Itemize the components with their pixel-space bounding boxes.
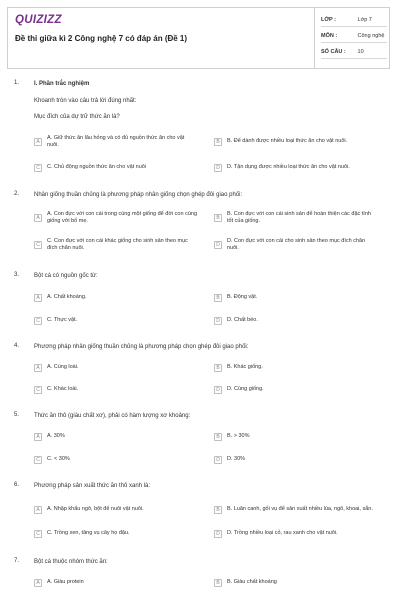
option-c[interactable] (34, 525, 197, 542)
option-letter-box: A (34, 294, 42, 302)
option-text: B. Con đực với con cái sinh sản để hoàn thiện các đặc tính tốt của giống. (227, 210, 371, 224)
option-letter-box: B (214, 138, 222, 146)
option-a[interactable] (34, 133, 197, 150)
option-text: A. Nhập khẩu ngô, bột để nuôi vật nuôi. (47, 506, 144, 512)
option-text: A. 30% (47, 433, 65, 439)
option-a[interactable] (34, 574, 197, 591)
option-letter-box: A (34, 364, 42, 372)
option-letter-box: B (214, 506, 222, 514)
option-letter-box: D (214, 164, 222, 172)
option-letter-box: B (214, 579, 222, 587)
question-text: Thức ăn thô (giàu chất xơ), phải có hàm lượng xơ khoảng: (34, 413, 191, 419)
option-c[interactable] (34, 312, 197, 329)
question-number: 4. (14, 343, 20, 349)
option-letter-box: B (214, 364, 222, 372)
option-letter-box: D (214, 386, 222, 394)
option-text: C. Khác loài. (47, 386, 79, 392)
option-text: A. Giàu protein (47, 579, 84, 585)
option-d[interactable] (214, 159, 377, 176)
option-letter-box: A (34, 433, 42, 441)
option-d[interactable] (214, 381, 377, 398)
option-text: D. 30% (227, 456, 246, 462)
option-a[interactable] (34, 428, 197, 445)
option-text: D. Trồng nhiều loại cỏ, rau xanh cho vật nuôi. (227, 530, 338, 536)
option-c[interactable] (34, 236, 197, 253)
option-b[interactable] (214, 501, 377, 518)
question-number: 5. (14, 412, 20, 418)
option-letter-box: D (214, 530, 222, 538)
option-text: C. Con đực với con cái khác giống cho sinh sản theo mục đích chăn nuôi. (47, 237, 188, 251)
option-c[interactable] (34, 451, 197, 468)
option-text: C. Chủ động nguồn thức ăn cho vật nuôi (47, 164, 147, 170)
option-letter-box: A (34, 138, 42, 146)
question-text: Mục đích của dự trữ thức ăn là? (34, 114, 120, 120)
option-letter-box: A (34, 214, 42, 222)
option-a[interactable] (34, 359, 197, 376)
quizizz-logo: QUIZIZZ (15, 14, 62, 26)
option-d[interactable] (214, 312, 377, 329)
option-letter-box: C (34, 164, 42, 172)
question-number: 1. (14, 80, 20, 86)
option-d[interactable] (214, 451, 377, 468)
option-text: B. Luân canh, gối vụ để sản xuất nhiều lúa, ngô, khoai, sắn. (227, 506, 373, 512)
option-text: B. Giàu chất khoáng (227, 579, 277, 585)
quiz-header (7, 7, 390, 69)
header-divider (314, 8, 315, 68)
question-number: 6. (14, 482, 20, 488)
option-letter-box: B (214, 214, 222, 222)
option-text: B. Để dành được nhiều loại thức ăn cho vật nuôi. (227, 138, 348, 144)
option-text: A. Chất khoáng. (47, 294, 87, 300)
option-text: A. Cùng loài. (47, 364, 79, 370)
option-d[interactable] (214, 236, 377, 253)
question-number: 3. (14, 272, 20, 278)
question-number: 2. (14, 191, 20, 197)
question-text: Phương pháp nhân giống thuần chủng là phương pháp chọn ghép đôi giao phối: (34, 344, 249, 350)
option-b[interactable] (214, 574, 377, 591)
meta-question-count (321, 49, 364, 55)
question-text: Phương pháp sản xuất thức ăn thô xanh là: (34, 483, 151, 489)
option-c[interactable] (34, 381, 197, 398)
option-b[interactable] (214, 209, 377, 226)
option-letter-box: D (214, 241, 222, 249)
option-b[interactable] (214, 133, 377, 150)
option-text: B. Khác giống. (227, 364, 263, 370)
option-letter-box: C (34, 241, 42, 249)
meta-class (321, 17, 372, 23)
option-text: D. Con đực với con cái cho sinh sản theo mục đích chăn nuôi. (227, 237, 366, 251)
option-text: C. Thực vật. (47, 317, 78, 323)
option-text: D. Tận dụng được nhiều loại thức ăn cho vật nuôi. (227, 164, 350, 170)
option-letter-box: C (34, 456, 42, 464)
option-a[interactable] (34, 501, 197, 518)
option-letter-box: A (34, 579, 42, 587)
option-text: D. Chất béo. (227, 317, 258, 323)
instruction-text: Khoanh tròn vào câu trả lời đúng nhất: (34, 98, 137, 104)
option-letter-box: C (34, 530, 42, 538)
option-letter-box: C (34, 386, 42, 394)
option-a[interactable] (34, 289, 197, 306)
option-d[interactable] (214, 525, 377, 542)
meta-subject-value: Công nghệ (357, 33, 385, 39)
option-text: B. > 30% (227, 433, 250, 439)
option-letter-box: D (214, 456, 222, 464)
meta-subject-key: MÔN : (321, 33, 338, 39)
option-a[interactable] (34, 209, 197, 226)
option-letter-box: B (214, 433, 222, 441)
section-title: I. Phần trắc nghiệm (34, 81, 90, 87)
option-text: D. Cùng giống. (227, 386, 264, 392)
meta-count-value: 10 (357, 49, 364, 55)
meta-subject (321, 33, 384, 39)
question-text: Nhân giống thuần chủng là phương pháp nhân giống chọn ghép đôi giao phối: (34, 192, 243, 198)
option-text: C. Trồng xen, tăng vụ cây họ đậu. (47, 530, 130, 536)
option-letter-box: A (34, 506, 42, 514)
meta-class-value: Lớp 7 (357, 17, 372, 23)
option-b[interactable] (214, 428, 377, 445)
option-text: A. Con đực với con cái trong cùng một giống để đời con cùng giống với bố mẹ. (47, 210, 198, 224)
option-text: A. Giữ thức ăn lâu hỏng và có đủ nguồn thức ăn cho vật nuôi. (47, 134, 185, 148)
meta-class-key: LỚP : (321, 17, 336, 23)
question-text: Bột cá thuộc nhóm thức ăn: (34, 559, 108, 565)
option-letter-box: B (214, 294, 222, 302)
question-number: 7. (14, 558, 20, 564)
question-text: Bột cá có nguồn gốc từ: (34, 273, 98, 279)
option-b[interactable] (214, 289, 377, 306)
meta-count-key: SỐ CÂU : (321, 49, 346, 55)
option-b[interactable] (214, 359, 377, 376)
option-c[interactable] (34, 159, 197, 176)
option-letter-box: D (214, 317, 222, 325)
option-letter-box: C (34, 317, 42, 325)
option-text: B. Động vật. (227, 294, 258, 300)
document-title: Đề thi giữa kì 2 Công nghệ 7 có đáp án (Đề 1) (15, 34, 188, 43)
option-text: C. < 30% (47, 456, 70, 462)
